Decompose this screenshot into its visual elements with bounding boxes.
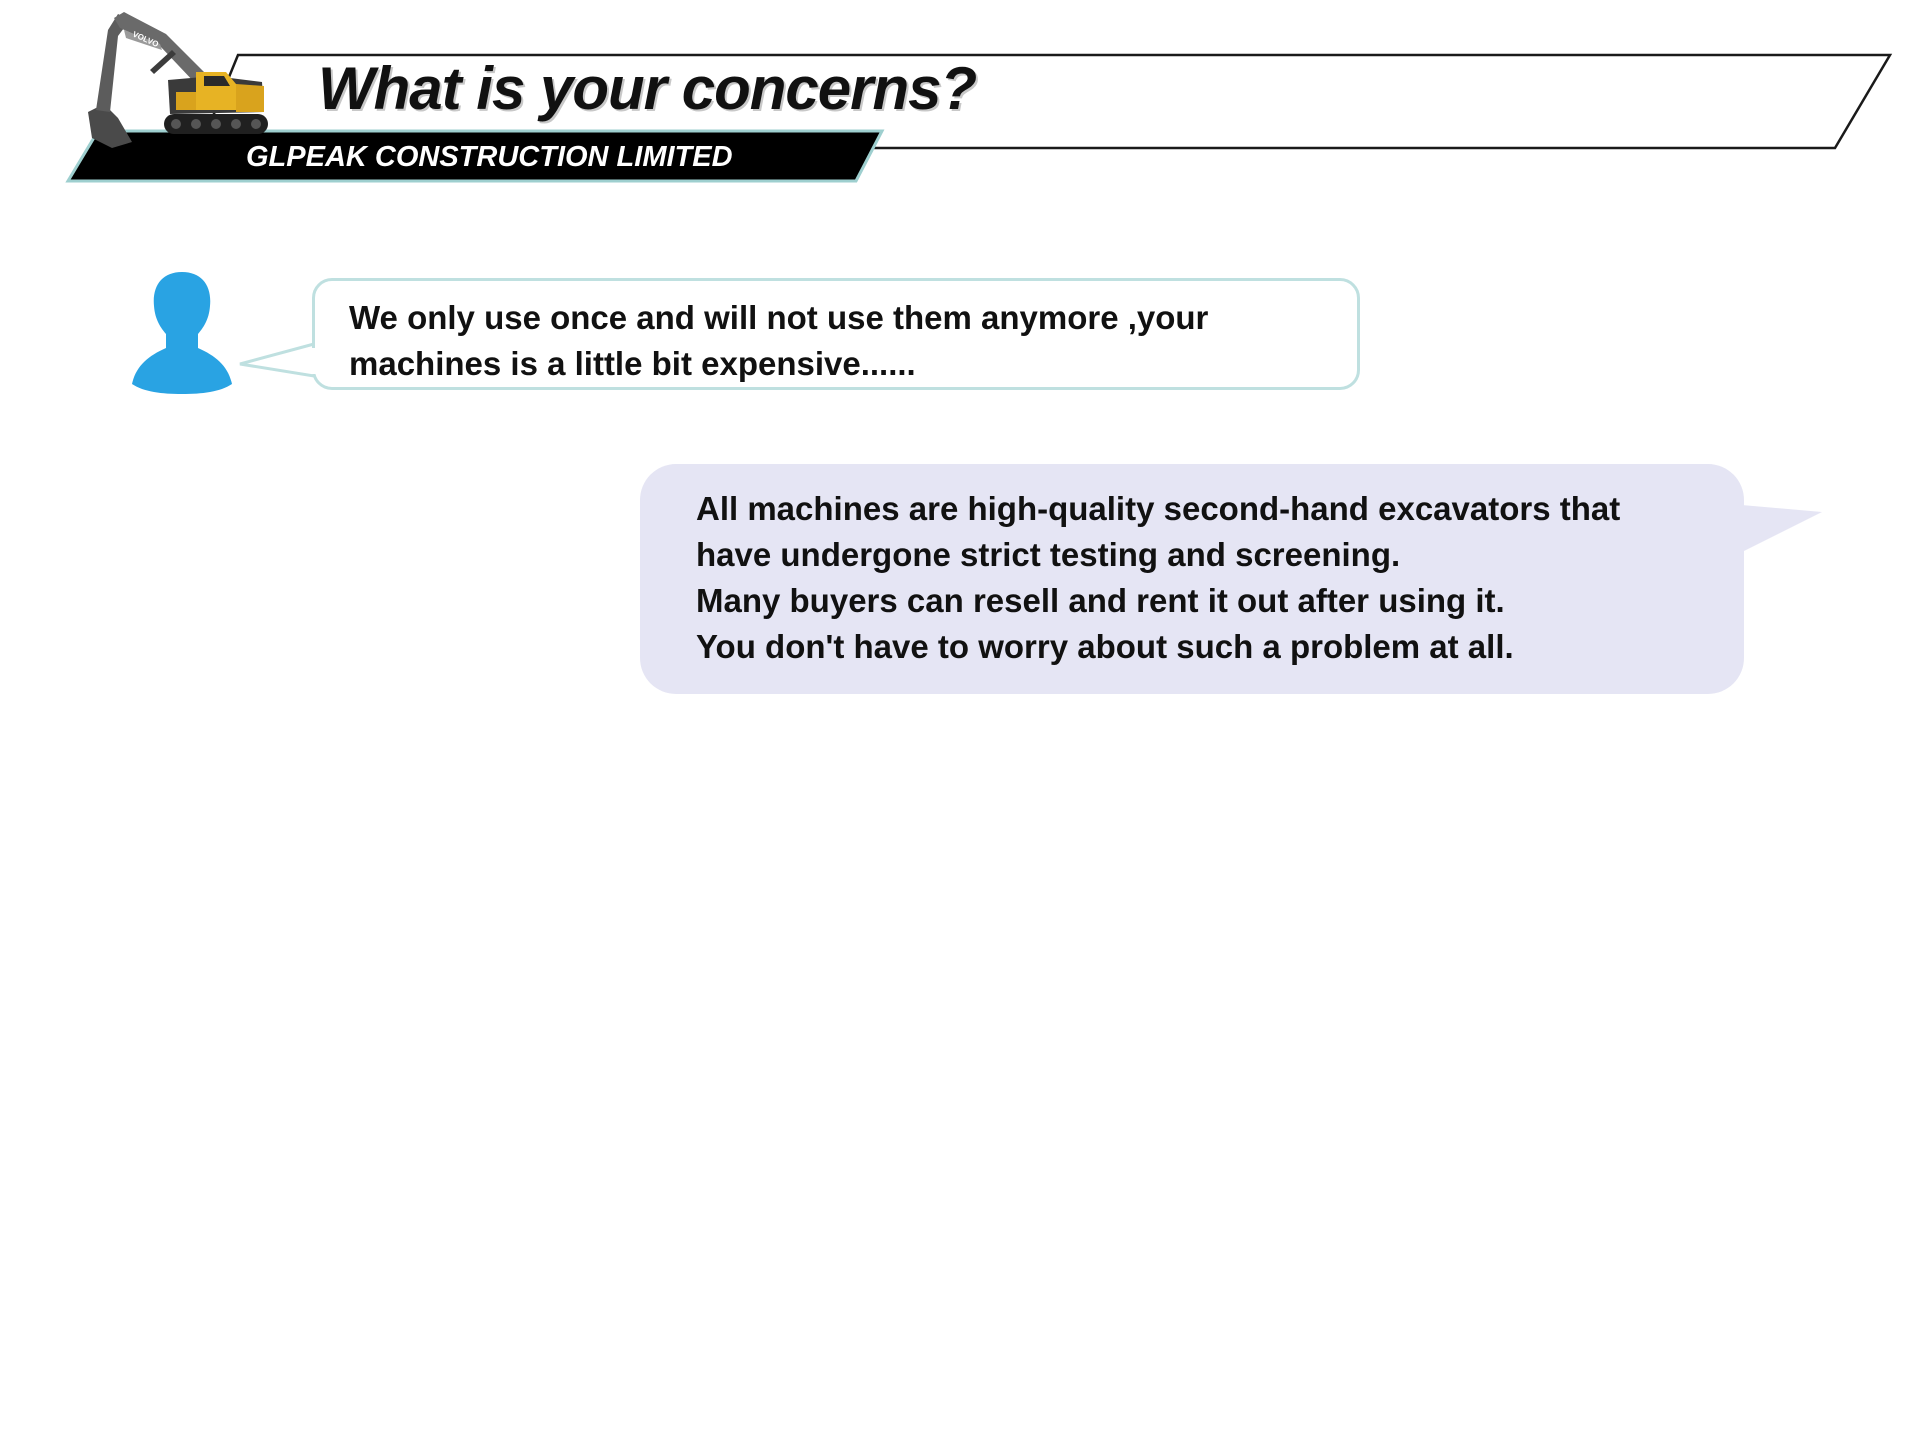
reply-message-line: have undergone strict testing and screening. — [696, 536, 1401, 573]
reply-message-line: All machines are high-quality second-hand excavators that — [696, 490, 1621, 527]
page-title: What is your concerns? — [318, 55, 977, 122]
excavator-image — [88, 12, 268, 148]
company-name: GLPEAK CONSTRUCTION LIMITED — [246, 141, 733, 173]
customer-message-line: We only use once and will not use them anymore ,your — [349, 299, 1209, 336]
customer-bubble-tail-join — [311, 348, 319, 374]
reply-message-line: Many buyers can resell and rent it out after using it. — [696, 582, 1505, 619]
reply-bubble-tail — [1730, 494, 1830, 564]
person-silhouette-icon — [132, 268, 232, 394]
reply-message-line: You don't have to worry about such a problem at all. — [696, 628, 1514, 665]
customer-speech-bubble — [312, 278, 1360, 390]
reply-speech-bubble — [640, 464, 1744, 694]
svg-text:VOLVO: VOLVO — [131, 29, 160, 49]
customer-message-line: machines is a little bit expensive...... — [349, 345, 916, 382]
